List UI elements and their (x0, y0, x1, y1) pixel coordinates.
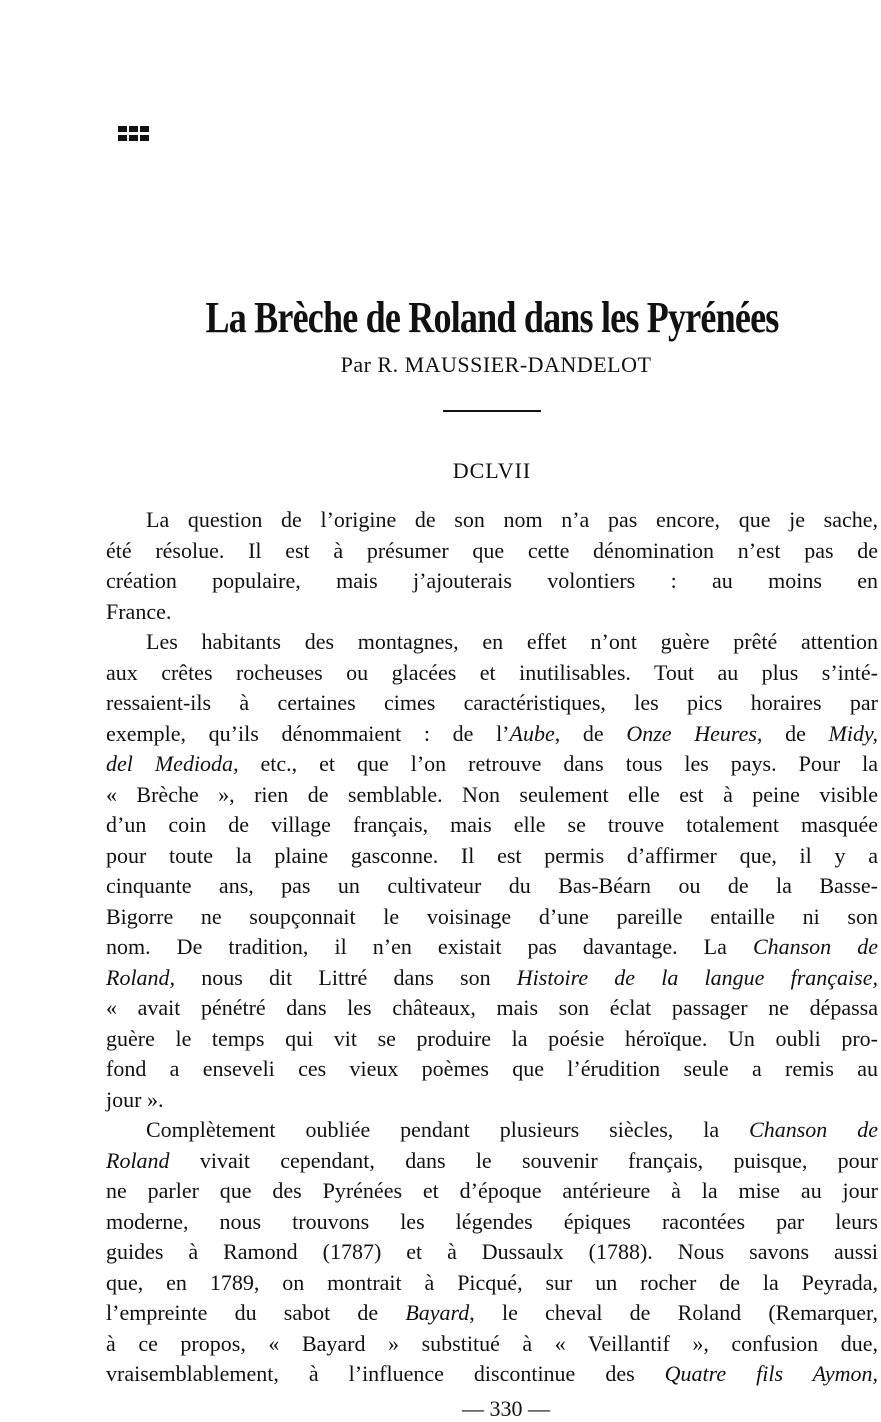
article-title: La Brèche de Roland dans les Pyrénées (205, 293, 779, 342)
text-segment: de (762, 720, 829, 746)
text-line (106, 719, 878, 750)
text-segment: Complètement oubliée pendant plusieurs siècles, la (146, 1117, 750, 1142)
text-line (106, 1359, 878, 1390)
text-line (106, 627, 878, 658)
italic-text: Aube (509, 720, 555, 746)
text-line (106, 780, 878, 811)
italic-text: Chanson de (752, 934, 878, 959)
text-segment: d’un coin de village français, mais elle se trouve totalement masquée (106, 812, 878, 837)
title-divider (443, 410, 541, 412)
square-dots-ornament-icon (118, 126, 149, 141)
text-segment: La question de l’origine de son nom n’a pas encore, que je sache, (146, 507, 878, 532)
text-segment: ne parler que des Pyrénées et d’époque antérieure à la mise au jour (106, 1178, 878, 1203)
text-line (106, 841, 878, 872)
text-line (106, 505, 878, 536)
italic-text: Histoire de la langue française, (516, 964, 878, 990)
text-line (106, 1054, 878, 1085)
text-line (106, 688, 878, 719)
text-line (106, 1176, 878, 1207)
text-segment: été résolue. Il est à présumer que cette dénomination n’est pas de (106, 537, 878, 563)
text-line (106, 1298, 878, 1329)
text-line (106, 810, 878, 841)
text-segment: l’empreinte du sabot de (106, 1300, 406, 1325)
text-segment: guides à Ramond (1787) et à Dussaulx (1788). Nous savons aussi (106, 1239, 878, 1264)
text-segment: « Brèche », rien de semblable. Non seulement elle est à peine visible (106, 781, 878, 807)
text-segment: Les habitants des montagnes, en effet n’ont guère prêté attention (146, 629, 878, 654)
text-segment: guère le temps qui vit se produire la poésie héroïque. Un oubli pro- (106, 1025, 878, 1051)
text-segment: , etc., et que l’on retrouve dans tous les pays. Pour la (233, 751, 878, 776)
text-segment: nous dit Littré dans son (175, 964, 517, 990)
text-line (106, 1146, 878, 1177)
text-line (106, 1268, 878, 1299)
italic-text: Roland, (106, 964, 176, 990)
text-line (106, 1085, 878, 1116)
section-number: DCLVII (452, 458, 532, 483)
page-number: — 330 — (462, 1396, 550, 1421)
italic-text: Onze Heures, (626, 720, 763, 746)
text-line (106, 566, 878, 597)
italic-text: del Medioda (106, 751, 234, 776)
italic-text: Chanson de (749, 1117, 879, 1142)
text-line (106, 1237, 878, 1268)
text-line (106, 932, 878, 963)
italic-text: Quatre fils Aymon, (664, 1361, 879, 1386)
text-line (106, 1329, 878, 1360)
text-segment: que, en 1789, on montrait à Picqué, sur un rocher de la Peyrada, (106, 1269, 878, 1295)
italic-text: Roland (106, 1147, 170, 1173)
text-segment: exemple, qu’ils dénommaient : de l’ (106, 720, 510, 746)
author-byline: Par R. MAUSSIER-DANDELOT (340, 352, 652, 377)
text-segment: vivait cependant, dans le souvenir français, puisque, pour (169, 1147, 878, 1173)
text-line (106, 1024, 878, 1055)
text-segment: cinquante ans, pas un cultivateur du Bas-Béarn ou de la Basse- (106, 873, 878, 898)
text-segment: jour ». (106, 1086, 164, 1112)
text-segment: à ce propos, « Bayard » substitué à « Veillantif », confusion due, (106, 1330, 878, 1356)
text-segment: fond a enseveli ces vieux poèmes que l’érudition seule a remis au (106, 1056, 878, 1081)
text-line (106, 1115, 878, 1146)
text-line (106, 902, 878, 933)
text-line (106, 597, 878, 628)
text-segment: , de (554, 720, 627, 746)
article-body (106, 505, 878, 1390)
text-line (106, 963, 878, 994)
text-line (106, 749, 878, 780)
text-segment: nom. De tradition, il n’en existait pas davantage. La (106, 934, 753, 959)
text-segment: ressaient-ils à certaines cimes caractéristiques, les pics horaires par (106, 690, 878, 715)
text-segment: vraisemblablement, à l’influence discontinue des (106, 1361, 665, 1386)
text-segment: , le cheval de Roland (Remarquer, (469, 1300, 878, 1325)
text-segment: pour toute la plaine gasconne. Il est permis d’affirmer que, il y a (106, 842, 878, 868)
text-segment: France. (106, 598, 172, 624)
text-segment: création populaire, mais j’ajouterais volontiers : au moins en (106, 568, 878, 593)
text-line (106, 1207, 878, 1238)
text-segment: « avait pénétré dans les châteaux, mais son éclat passager ne dépassa (106, 995, 878, 1020)
text-line (106, 993, 878, 1024)
italic-text: Bayard (405, 1300, 470, 1325)
italic-text: Midy, (828, 720, 879, 746)
text-line (106, 871, 878, 902)
text-segment: aux crêtes rocheuses ou glacées et inutilisables. Tout au plus s’inté- (106, 659, 878, 685)
text-segment: moderne, nous trouvons les légendes épiques racontées par leurs (106, 1208, 878, 1234)
text-line (106, 658, 878, 689)
text-segment: Bigorre ne soupçonnait le voisinage d’une pareille entaille ni son (106, 903, 878, 929)
text-line (106, 536, 878, 567)
